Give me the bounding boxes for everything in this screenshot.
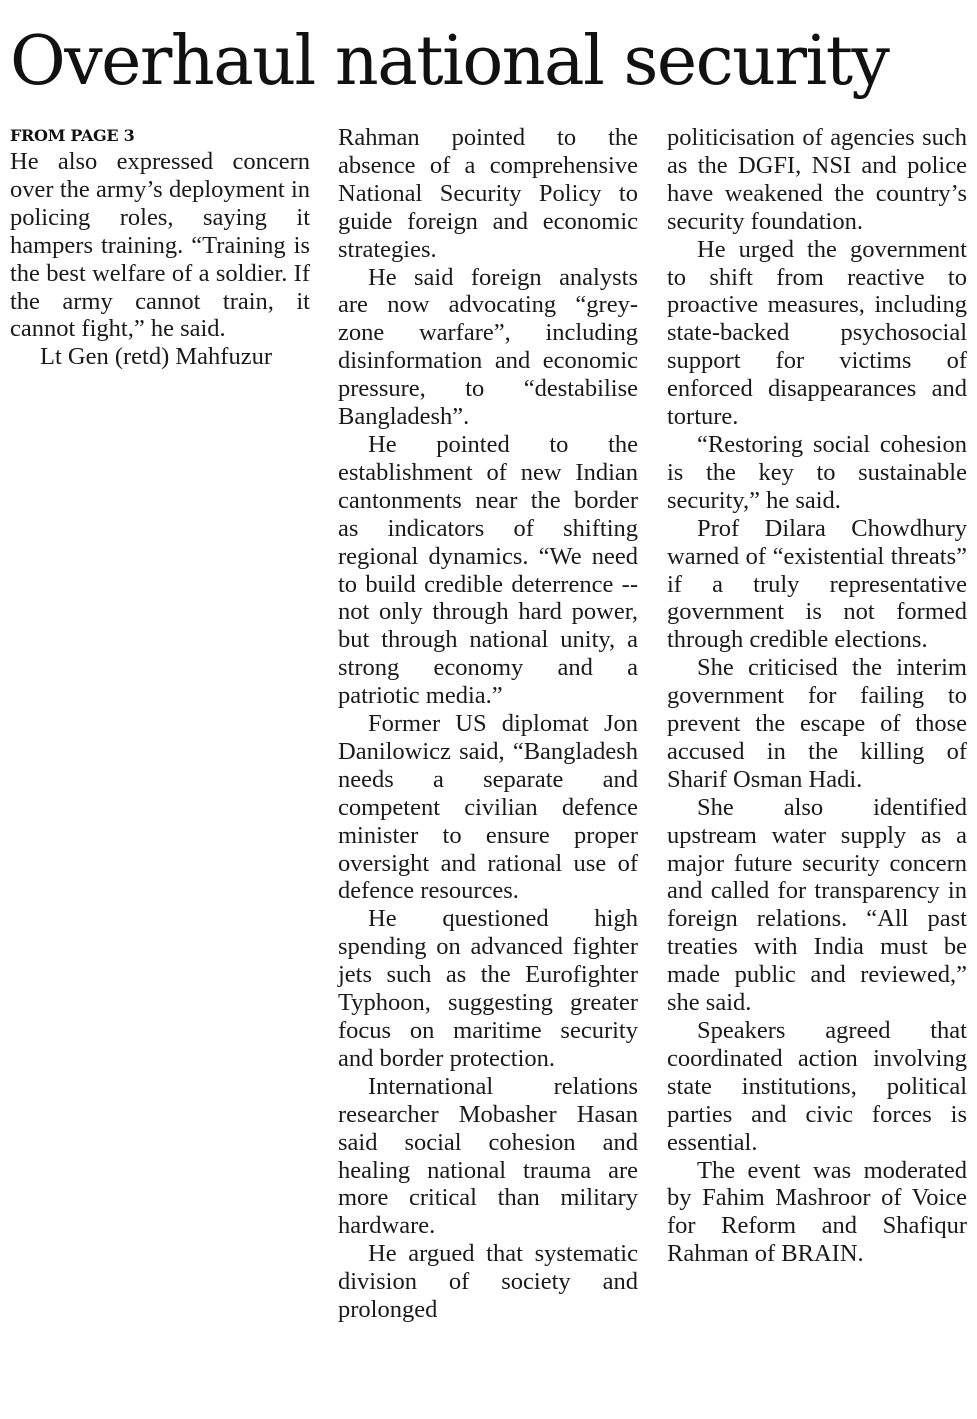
article-paragraph: “Restoring social cohesion is the key to sustainable security,” he said. (667, 430, 967, 514)
headline: Overhaul national security (10, 22, 889, 101)
article-paragraph: She also identified upstream water supply as a major future security concern and called for transparency in foreign relations. “All past treaties with India must be made public and reviewed,” she said. (667, 793, 967, 1017)
article-paragraph: The event was moderated by Fahim Mashroor of Voice for Reform and Shafiqur Rahman of BRAIN. (667, 1156, 967, 1268)
article-paragraph: He urged the government to shift from reactive to proactive measures, including state-backed psychosocial support for victims of enforced disappearances and torture. (667, 235, 967, 431)
article-paragraph: Lt Gen (retd) Mahfuzur (40, 343, 272, 371)
article-paragraph: He also expressed concern over the army’s deployment in policing roles, saying it hampers training. “Training is the best welfare of a soldier. If the army cannot train, it cannot fight,” he said. (10, 148, 310, 343)
article-paragraph: She criticised the interim government for failing to prevent the escape of those accused in the killing of Sharif Osman Hadi. (667, 654, 967, 793)
article-paragraph: International relations researcher Mobasher Hasan said social cohesion and healing national trauma are more critical than military hardware. (338, 1072, 638, 1240)
article-paragraph: Rahman pointed to the absence of a comprehensive National Security Policy to guide foreign and economic strategies. (338, 124, 638, 263)
article-paragraph: He questioned high spending on advanced fighter jets such as the Eurofighter Typhoon, suggesting greater focus on maritime security and border protection. (338, 905, 638, 1072)
article-paragraph: Prof Dilara Chowdhury warned of “existential threats” if a truly representative government is not formed through credible elections. (667, 514, 967, 654)
article-paragraph: Former US diplomat Jon Danilowicz said, “Bangladesh needs a separate and competent civilian defence minister to ensure proper oversight and rational use of defence resources. (338, 710, 638, 905)
article-paragraph: He said foreign analysts are now advocating “grey-zone warfare”, including disinformation and economic pressure, to “destabilise Bangladesh”. (338, 263, 638, 431)
article-paragraph: He argued that systematic division of society and prolonged (338, 1240, 638, 1324)
article-paragraph: He pointed to the establishment of new Indian cantonments near the border as indicators of shifting regional dynamics. “We need to build credible deterrence -- not only through hard power, but through national unity, a strong economy and a patriotic media.” (338, 430, 638, 710)
article-paragraph: Speakers agreed that coordinated action involving state institutions, political parties and civic forces is essential. (667, 1017, 967, 1156)
article-paragraph: politicisation of agencies such as the DGFI, NSI and police have weakened the country’s security foundation. (667, 124, 967, 235)
article-column-3 (667, 124, 967, 1268)
article-column-2 (338, 124, 638, 1324)
article-column-1 (10, 124, 310, 371)
continuation-kicker: FROM PAGE 3 (10, 126, 135, 145)
